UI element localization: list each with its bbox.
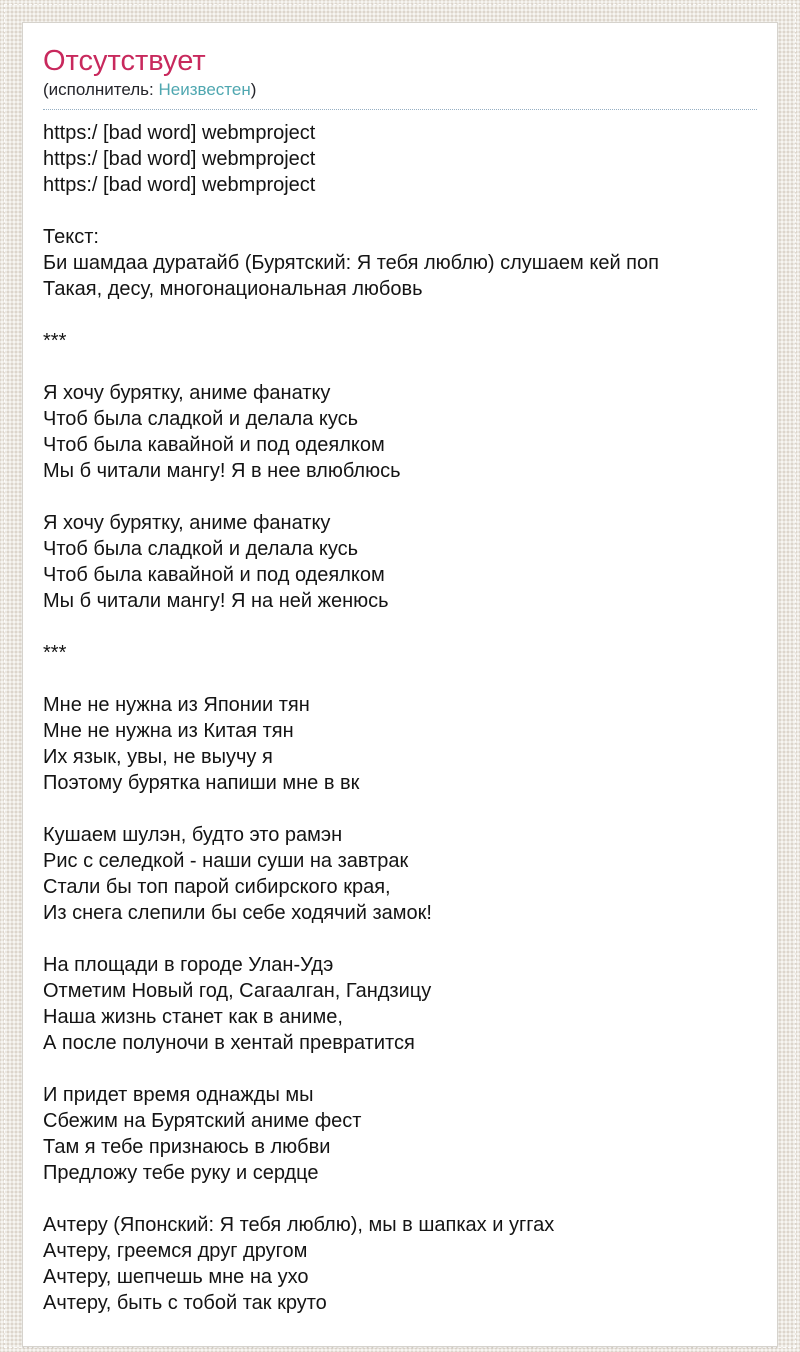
lyrics-line: https:/ [bad word] webmproject [43,122,316,144]
lyrics-line: Би шамдаа дуратайб (Бурятский: Я тебя люблю) слушаем кей поп [43,252,659,274]
lyrics-line: Их язык, увы, не выучу я [43,746,273,768]
lyrics-line: Чтоб была кавайной и под одеялком [43,434,385,456]
artist-label: (исполнитель: [43,80,159,99]
artist-link[interactable]: Неизвестен [158,80,251,99]
lyrics-line: Сбежим на Бурятский аниме фест [43,1110,362,1132]
lyrics-line: Стали бы топ парой сибирского края, [43,876,391,898]
lyrics-line: И придет время однажды мы [43,1084,314,1106]
lyrics-line: https:/ [bad word] webmproject [43,174,316,196]
lyrics-line: Поэтому бурятка напиши мне в вк [43,772,360,794]
lyrics-line: Я хочу бурятку, аниме фанатку [43,382,331,404]
lyrics-line: Кушаем шулэн, будто это рамэн [43,824,343,846]
artist-line [43,77,757,110]
lyrics-line: Наша жизнь станет как в аниме, [43,1006,343,1028]
lyrics-line [43,666,757,692]
lyrics-line: Чтоб была сладкой и делала кусь [43,538,359,560]
lyrics-line: Чтоб была сладкой и делала кусь [43,408,359,430]
lyrics-line [43,302,757,328]
lyrics-line: Мы б читали мангу! Я на ней женюсь [43,590,389,612]
lyrics-line: Из снега слепили бы себе ходячий замок! [43,902,432,924]
lyrics-line [43,1056,757,1082]
lyrics-line: На площади в городе Улан-Удэ [43,954,334,976]
lyrics-line [43,926,757,952]
lyrics-line [43,354,757,380]
lyrics-line: Я хочу бурятку, аниме фанатку [43,512,331,534]
lyrics-line [43,796,757,822]
lyrics-line: Чтоб была кавайной и под одеялком [43,564,385,586]
lyrics-line: *** [43,642,67,664]
lyrics-line: Ачтеру, шепчешь мне на ухо [43,1266,309,1288]
artist-label-close: ) [250,80,257,99]
lyrics-line [43,484,757,510]
lyrics-line: Отметим Новый год, Сагаалган, Гандзицу [43,980,432,1002]
lyrics-line: Мне не нужна из Китая тян [43,720,294,742]
lyrics-line: Ачтеру, быть с тобой так круто [43,1292,327,1314]
lyrics-line [43,614,757,640]
lyrics-line [43,1186,757,1212]
lyrics-line: Мы б читали мангу! Я в нее влюблюсь [43,460,401,482]
lyrics-line: Ачтеру (Японский: Я тебя люблю), мы в шапках и уггах [43,1214,555,1236]
song-title: Отсутствует [43,45,206,77]
lyrics-line: https:/ [bad word] webmproject [43,148,316,170]
lyrics-line: Там я тебе признаюсь в любви [43,1136,331,1158]
lyrics-line: Рис с селедкой - наши суши на завтрак [43,850,409,872]
lyrics-line: Предложу тебе руку и сердце [43,1162,319,1184]
lyrics-line: Мне не нужна из Японии тян [43,694,310,716]
lyrics-line: Текст: [43,226,99,248]
lyrics-line [43,198,757,224]
lyrics-text [43,120,757,1316]
lyrics-line: *** [43,330,67,352]
lyrics-line: Ачтеру, греемся друг другом [43,1240,308,1262]
lyrics-card [22,22,778,1347]
lyrics-line: А после полуночи в хентай превратится [43,1032,415,1054]
lyrics-line: Такая, десу, многонациональная любовь [43,278,423,300]
